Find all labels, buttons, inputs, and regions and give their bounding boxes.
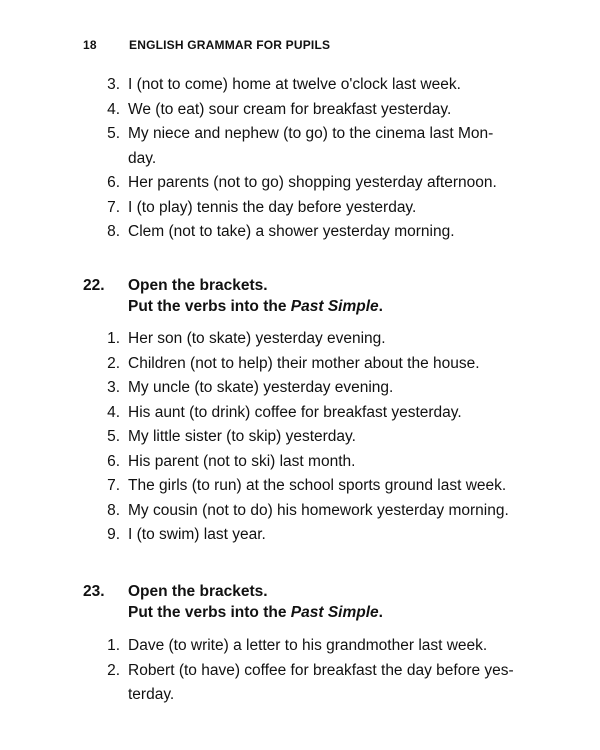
item-text: We (to eat) sour cream for breakfast yesterday.	[128, 100, 452, 118]
list-item	[98, 73, 568, 98]
item-number: 6 .	[98, 450, 120, 475]
task-22-heading	[83, 275, 383, 317]
item-number: 3 .	[98, 376, 120, 401]
item-text: My cousin (not to do) his homework yesterday morning.	[128, 501, 509, 519]
item-number: 6 .	[98, 171, 120, 196]
item-text: I (to play) tennis the day before yesterday.	[128, 198, 417, 216]
book-title: ENGLISH GRAMMAR FOR PUPILS	[129, 38, 331, 52]
list-item	[98, 425, 568, 450]
item-number: 2 .	[98, 659, 120, 684]
item-text: I (to swim) last year.	[128, 526, 266, 543]
list-item	[98, 122, 568, 171]
item-number: 5 .	[98, 425, 120, 450]
item-text: My little sister (to skip) yesterday.	[128, 428, 356, 445]
item-number: 8 .	[98, 220, 120, 245]
item-number: 3 .	[98, 73, 120, 98]
list-item	[98, 659, 568, 708]
item-number: 7 .	[98, 196, 120, 221]
task-instruction-2: Put the verbs into the	[128, 604, 291, 621]
list-item	[98, 352, 568, 377]
item-text: His aunt (to drink) coffee for breakfast yesterday.	[128, 403, 462, 421]
exercise-23-list	[98, 634, 568, 708]
item-number: 1 .	[98, 327, 120, 352]
list-item	[98, 327, 568, 352]
task-instruction-2: Put the verbs into the	[128, 298, 291, 315]
item-number: 4 .	[98, 401, 120, 426]
item-text: My uncle (to skate) yesterday evening.	[128, 379, 394, 396]
exercise-list-continued	[98, 73, 568, 245]
item-text: The girls (to run) at the school sports ground last week.	[128, 477, 507, 494]
list-item	[98, 474, 568, 499]
list-item	[98, 401, 568, 426]
page-header	[83, 38, 330, 52]
item-text-continued: day.	[128, 149, 157, 167]
list-item	[98, 376, 568, 401]
item-text: Her parents (not to go) shopping yesterday afternoon.	[128, 174, 497, 191]
task-instruction-1: Open the brackets.	[128, 277, 268, 294]
list-item	[98, 523, 568, 548]
item-number: 2 .	[98, 352, 120, 377]
list-item	[98, 98, 568, 123]
item-number: 8 .	[98, 499, 120, 524]
task-23-heading	[83, 581, 383, 623]
item-text: My niece and nephew (to go) to the cinema last Mon-	[128, 125, 494, 142]
item-text-continued: terday.	[128, 686, 175, 703]
task-instruction-end: .	[378, 604, 383, 621]
item-text: I (not to come) home at twelve o'clock last week.	[128, 76, 461, 93]
task-number: 22 .	[83, 275, 128, 296]
list-item	[98, 171, 568, 196]
item-number: 7 .	[98, 474, 120, 499]
list-item	[98, 196, 568, 221]
task-instruction-end: .	[378, 298, 383, 315]
list-item	[98, 634, 568, 659]
task-number: 23 .	[83, 581, 128, 602]
exercise-22-list	[98, 327, 568, 548]
item-text: His parent (not to ski) last month.	[128, 452, 356, 470]
page-number: 18	[83, 38, 97, 52]
item-number: 9 .	[98, 523, 120, 548]
item-text: Her son (to skate) yesterday evening.	[128, 330, 386, 347]
item-number: 4 .	[98, 98, 120, 123]
task-instruction-emphasis: Past Simple	[290, 298, 379, 315]
list-item	[98, 499, 568, 524]
task-instruction-emphasis: Past Simple	[290, 604, 379, 621]
item-text: Dave (to write) a letter to his grandmother last week.	[128, 637, 488, 654]
list-item	[98, 450, 568, 475]
item-text: Clem (not to take) a shower yesterday morning.	[128, 223, 455, 240]
item-text: Children (not to help) their mother about the house.	[128, 354, 480, 372]
task-instruction-1: Open the brackets.	[128, 583, 268, 600]
item-text: Robert (to have) coffee for breakfast the day before yes-	[128, 661, 514, 679]
item-number: 5 .	[98, 122, 120, 147]
list-item	[98, 220, 568, 245]
item-number: 1 .	[98, 634, 120, 659]
